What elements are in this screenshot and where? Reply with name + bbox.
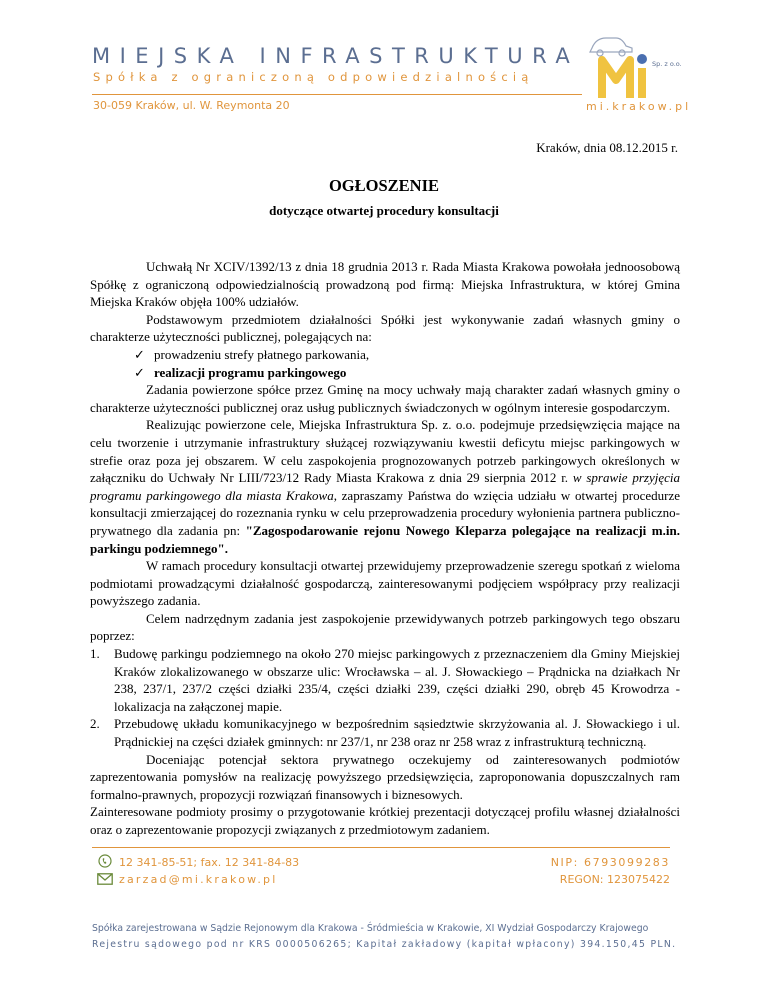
- paragraph-2: Podstawowym przedmiotem działalności Spółki jest wykonywanie zadań własnych gminy o charakterze użyteczności publicznej, polegających na:: [90, 311, 680, 345]
- check-list: [90, 346, 680, 381]
- checkmark-icon: ✓: [134, 364, 145, 380]
- paragraph-4-text: , zapraszamy Państwa do wzięcia udziału w otwartej procedurze konsultacji zmierzającej do rozeznania rynku w celu przeprowadzenia procedury wyłonienia partnera publiczno-prywatnego dla zadania pn:: [90, 487, 680, 538]
- check-list-item: [134, 346, 680, 364]
- paragraph-5: W ramach procedury konsultacji otwartej przewidujemy przeprowadzenie szeregu spotkań z wieloma podmiotami prowadzącymi działalność gospodarczą, zainteresowanymi podjęciem współpracy przy realizacji powyższego zadania.: [90, 558, 680, 609]
- check-item-text: prowadzeniu strefy płatnego parkowania,: [154, 346, 370, 362]
- footer-registration-line-2: Rejestru sądowego pod nr KRS 0000506265; Kapitał zakładowy (kapitał wpłacony) 394.150,45 PLN.: [92, 939, 677, 950]
- footer-nip: NIP: 6793099283: [550, 856, 670, 869]
- paragraph-6: Celem nadrzędnym zadania jest zaspokojenie przewidywanych potrzeb parkingowych tego obszaru poprzez:: [90, 610, 680, 644]
- header-divider: [92, 94, 582, 95]
- logo-text: Sp. z o.o.: [652, 60, 682, 68]
- numbered-list-item: [90, 645, 680, 715]
- document-body: [90, 258, 680, 839]
- checkmark-icon: ✓: [134, 346, 145, 362]
- numbered-list: [90, 645, 680, 751]
- mail-icon: [97, 873, 113, 885]
- footer-email[interactable]: zarzad@mi.krakow.pl: [119, 873, 278, 886]
- footer-divider: [92, 847, 670, 848]
- paragraph-1: Uchwałą Nr XCIV/1392/13 z dnia 18 grudnia 2013 r. Rada Miasta Krakowa powołała jednoosobową Spółkę z ograniczoną odpowiedzialnością prowadzoną pod firmą: Miejska Infrastruktura, w której Gmina Miejska Kraków objęła 100% udziałów.: [90, 259, 680, 310]
- item-text: Budowę parkingu podziemnego na około 270 miejsc parkingowych z przeznaczeniem dla Gminy Miejskiej Kraków zlokalizowanego w obszarze ulic: Wrocławska – al. J. Słowackiego – Prądnicka na działkach Nr 238, 237/1, 237/2 części działki 235/4, części działki 239, części działki 290, obręb 45 Krowodrza - lokalizacja na załączonej mapie.: [114, 646, 680, 714]
- car-icon: [590, 38, 632, 56]
- paragraph-4: [90, 416, 680, 557]
- document-title: OGŁOSZENIE: [328, 176, 440, 195]
- company-name: MIEJSKA INFRASTRUKTURA: [92, 44, 580, 68]
- footer-registration-line-1: Spółka zarejestrowana w Sądzie Rejonowym dla Krakowa - Śródmieścia w Krakowie, XI Wydział Gospodarczy Krajowego: [92, 923, 649, 934]
- document-date: Kraków, dnia 08.12.2015 r.: [536, 140, 678, 155]
- paragraph-4-text: Realizując powierzone cele, Miejska Infrastruktura Sp. z. o.o. podejmuje przedsięwzięcia mające na celu tworzenie i utrzymanie infrastruktury służącej rozwiązywaniu kwestii deficytu miejsc parkingowych w strefie oraz poza jej obszarem. W celu zaspokojenia prognozowanych potrzeb parkingowych określonych w załączniku do Uchwały Nr LIII/723/12 Rady Miasta Krakowa z dnia 29 sierpnia 2012 r.: [90, 417, 680, 486]
- item-number: 2.: [90, 716, 100, 732]
- paragraph-7: Doceniając potencjał sektora prywatnego oczekujemy od zainteresowanych podmiotów zaprezentowania pomysłów na realizację powyższego przedsięwzięcia, zaproponowania dopuszczalnych ram formalno-prawnych, propozycji rozwiązań finansowych i biznesowych.: [90, 751, 680, 802]
- footer-phone: 12 341-85-51; fax. 12 341-84-83: [119, 856, 300, 869]
- document-subtitle: dotyczące otwartej procedury konsultacji: [269, 203, 499, 218]
- company-tagline: Spółka z ograniczoną odpowiedzialnością: [93, 70, 534, 84]
- company-address: 30-059 Kraków, ul. W. Reymonta 20: [93, 99, 290, 112]
- item-number: 1.: [90, 646, 100, 662]
- resolution-title: w sprawie przyjęcia programu parkingowego dla miasta Krakowa: [90, 470, 680, 503]
- check-item-text: realizacji programu parkingowego: [154, 364, 347, 380]
- task-name: "Zagospodarowanie rejonu Nowego Kleparza polegające na realizacji m.in. parkingu podziemnego".: [90, 522, 680, 556]
- paragraph-8: Zainteresowane podmioty prosimy o przygotowanie krótkiej prezentacji dotyczącej profilu własnej działalności oraz o zaprezentowanie propozycji związanych z przedmiotowym zadaniem.: [90, 804, 680, 837]
- paragraph-3: Zadania powierzone spółce przez Gminę na mocy uchwały mają charakter zadań własnych gminy o charakterze użyteczności publicznej oraz usług publicznych świadczonych w ogólnym interesie gospodarczym.: [90, 382, 680, 415]
- company-url[interactable]: mi.krakow.pl: [586, 100, 692, 113]
- numbered-list-item: [90, 715, 680, 750]
- item-text: Przebudowę układu komunikacyjnego w bezpośrednim sąsiedztwie skrzyżowania al. J. Słowackiego i ul. Prądnickiej na części działek gminnych: nr 237/1, nr 238 oraz nr 258 wraz z infrastrukturą techniczną.: [114, 716, 680, 750]
- footer-regon: REGON: 123075422: [559, 873, 670, 886]
- check-list-item: [134, 364, 680, 382]
- phone-icon: [98, 854, 112, 868]
